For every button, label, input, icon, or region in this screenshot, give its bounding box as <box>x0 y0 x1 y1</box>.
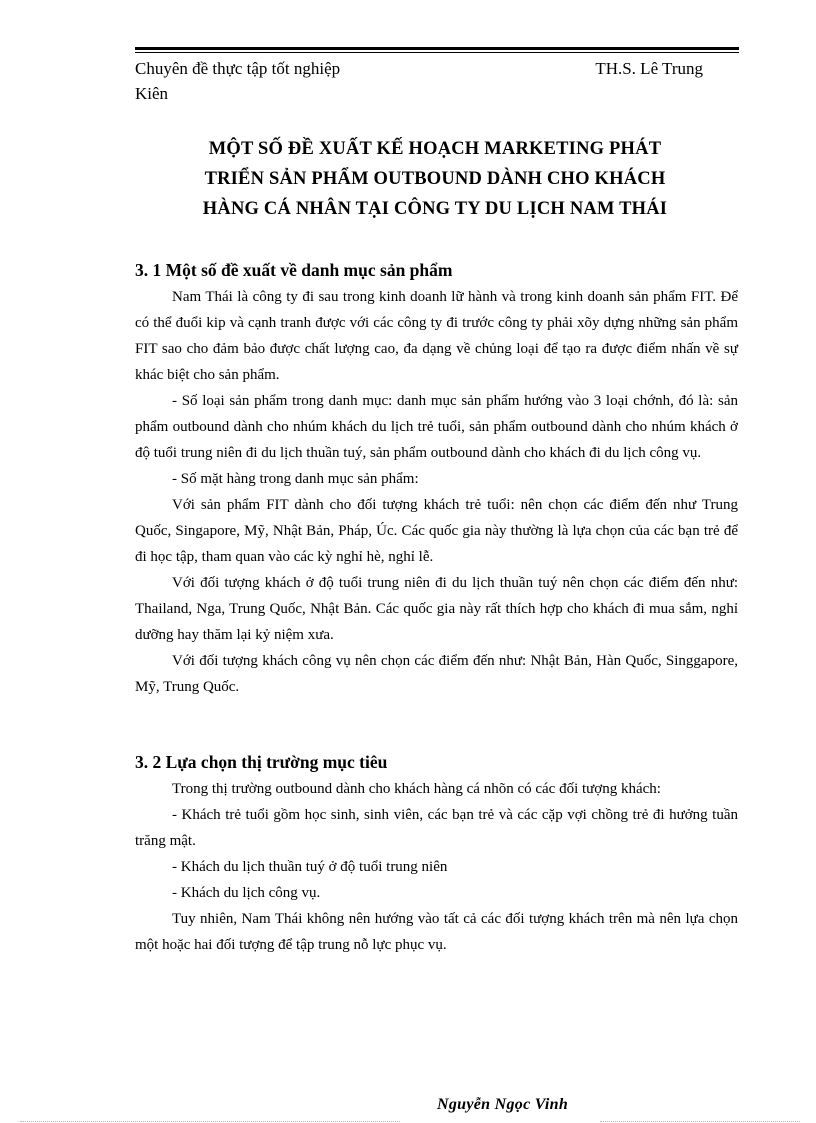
paragraph: Với sản phẩm FIT dành cho đối tượng khách trẻ tuổi: nên chọn các điểm đến như Trung Quốc, Singapore, Mỹ, Nhật Bản, Pháp, Úc. Các quốc gia này thường là lựa chọn của các bạn trẻ để đi học tập, tham quan vào các kỳ nghỉ hè, nghỉ lễ. <box>135 497 738 565</box>
paragraph: - Số mặt hàng trong danh mục sản phẩm: <box>172 471 419 487</box>
header-course-title: Chuyên đề thực tập tốt nghiệp <box>135 59 341 78</box>
paragraph: - Số loại sản phẩm trong danh mục: danh mục sản phẩm hướng vào 3 loại chớnh, đó là: sản phẩm outbound dành cho nhúm khách du lịch trẻ tuổi, sản phẩm outbound dành cho nhúm khách ở độ tuổi trung niên đi du lịch thuần tuý, sản phẩm outbound dành cho khách đi du lịch công vụ. <box>135 393 738 461</box>
paragraph: Với đối tượng khách công vụ nên chọn các điểm đến như: Nhật Bản, Hàn Quốc, Singgapore, Mỹ, Trung Quốc. <box>135 653 738 695</box>
footer-signature: Nguyễn Ngọc Vinh <box>437 1096 569 1113</box>
paragraph: - Khách du lịch công vụ. <box>172 885 321 901</box>
header-rule-thick <box>135 47 739 50</box>
paragraph: Tuy nhiên, Nam Thái không nên hướng vào tất cả các đối tượng khách trên mà nên lựa chọn một hoặc hai đối tượng để tập trung nỗ lực phục vụ. <box>135 911 738 953</box>
paragraph: - Khách trẻ tuổi gồm học sinh, sinh viên, các bạn trẻ và các cặp vợi chồng trẻ đi hưởng tuần trăng mật. <box>135 807 738 849</box>
section-2-body <box>135 776 738 958</box>
section-1-body <box>135 284 738 700</box>
section-2-heading: 3. 2 Lựa chọn thị trường mục tiêu <box>135 752 388 772</box>
title-line-2: TRIỂN SẢN PHẨM OUTBOUND DÀNH CHO KHÁCH <box>204 169 666 189</box>
header-author-continuation: Kiên <box>135 84 169 103</box>
page-header <box>135 56 703 106</box>
document-title <box>160 134 710 224</box>
title-line-3: HÀNG CÁ NHÂN TẠI CÔNG TY DU LỊCH NAM THÁI <box>202 199 668 219</box>
footer-divider-left <box>20 1121 400 1122</box>
section-1-heading: 3. 1 Một số đề xuất về danh mục sản phẩm <box>135 260 453 280</box>
paragraph: Trong thị trường outbound dành cho khách hàng cá nhõn có các đối tượng khách: <box>172 781 661 797</box>
paragraph: Nam Thái là công ty đi sau trong kinh doanh lữ hành và trong kinh doanh sản phẩm FIT. Để có thể đuổi kip và cạnh tranh được với các công ty đi trước công ty phải xõy dựng những sản phẩm FIT sao cho đảm bảo được chất lượng cao, đa dạng về chủng loại để tạo ra được điểm nhấn về sự khác biệt cho sản phẩm. <box>135 289 738 383</box>
paragraph: Với đối tượng khách ở độ tuổi trung niên đi du lịch thuần tuý nên chọn các điểm đến như: Thailand, Nga, Trung Quốc, Nhật Bản. Các quốc gia này rất thích hợp cho khách đi mua sắm, nghỉ dưỡng hay thăm lại kỷ niệm xưa. <box>135 575 738 643</box>
header-rule-thin <box>135 52 739 53</box>
header-author: TH.S. Lê Trung <box>595 59 703 78</box>
title-line-1: MỘT SỐ ĐỀ XUẤT KẾ HOẠCH MARKETING PHÁT <box>208 139 662 159</box>
footer-divider-right <box>600 1121 800 1122</box>
paragraph: - Khách du lịch thuần tuý ở độ tuổi trung niên <box>172 859 448 875</box>
